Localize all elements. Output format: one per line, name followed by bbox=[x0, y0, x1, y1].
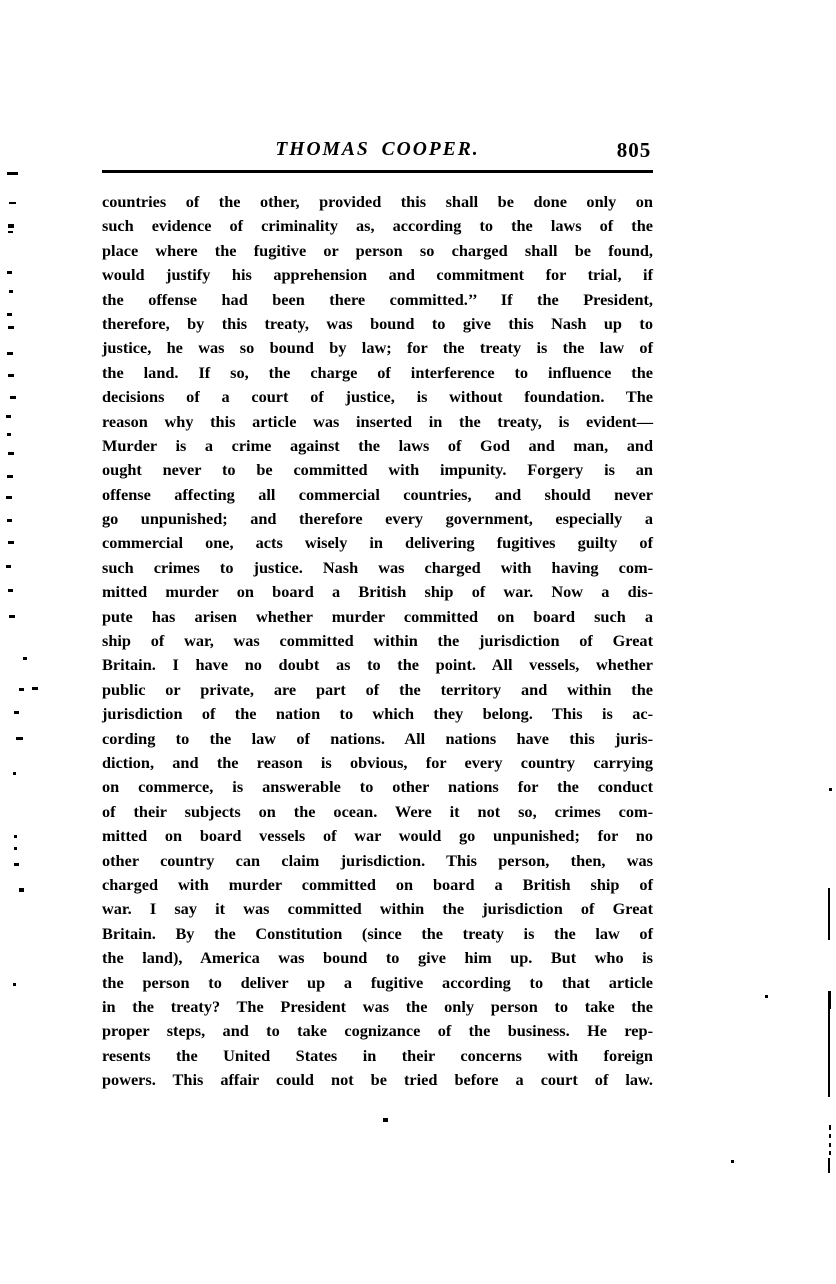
scan-speck bbox=[6, 565, 11, 568]
text-line: proper steps, and to take cognizance of the business. He rep- bbox=[102, 1021, 653, 1041]
text-line: therefore, by this treaty, was bound to give this Nash up to bbox=[102, 313, 653, 333]
text-line: offense affecting all commercial countries, and should never bbox=[102, 484, 653, 504]
scan-speck bbox=[6, 496, 12, 499]
scan-edge-mark bbox=[828, 991, 831, 1009]
text-line: in the treaty? The President was the only person to take the bbox=[102, 996, 653, 1016]
scan-speck bbox=[32, 687, 38, 690]
text-line: would justify his apprehension and commitment for trial, if bbox=[102, 265, 653, 285]
scan-speck bbox=[19, 888, 24, 892]
scan-speck bbox=[14, 847, 17, 850]
scan-speck bbox=[19, 688, 24, 691]
scan-edge-mark bbox=[829, 1143, 831, 1147]
scan-edge-mark bbox=[829, 1125, 831, 1130]
scan-speck bbox=[13, 772, 16, 775]
text-line: mitted murder on board a British ship of war. Now a dis- bbox=[102, 582, 653, 602]
text-line: such evidence of criminality as, according to the laws of the bbox=[102, 216, 653, 236]
scan-speck bbox=[8, 452, 14, 455]
scan-edge-mark bbox=[828, 888, 830, 940]
text-line: Britain. By the Constitution (since the treaty is the law of bbox=[102, 923, 653, 943]
text-line: reason why this article was inserted in the treaty, is evident— bbox=[102, 411, 653, 431]
scan-speck bbox=[8, 231, 13, 233]
scan-speck bbox=[16, 737, 23, 740]
scan-edge-mark bbox=[828, 1008, 830, 1097]
scan-speck bbox=[23, 657, 27, 660]
text-line: other country can claim jurisdiction. This person, then, was bbox=[102, 850, 653, 870]
page-number: 805 bbox=[616, 138, 652, 162]
scan-speck bbox=[7, 433, 11, 436]
scan-speck bbox=[731, 1160, 734, 1163]
scan-speck bbox=[10, 396, 16, 399]
text-line: ought never to be committed with impunity. Forgery is an bbox=[102, 460, 653, 480]
scan-speck bbox=[9, 290, 13, 293]
scan-speck bbox=[9, 615, 15, 618]
text-line: cording to the law of nations. All nations have this juris- bbox=[102, 728, 653, 748]
text-line: mitted on board vessels of war would go unpunished; for no bbox=[102, 826, 653, 846]
text-line: countries of the other, provided this shall be done only on bbox=[102, 192, 653, 211]
running-title: THOMAS COOPER. bbox=[275, 139, 480, 160]
text-line: diction, and the reason is obvious, for every country carrying bbox=[102, 752, 653, 772]
scan-speck bbox=[14, 711, 19, 714]
text-line: powers. This affair could not be tried before a court of law. bbox=[102, 1070, 653, 1090]
text-line: the land. If so, the charge of interference to influence the bbox=[102, 362, 653, 382]
text-line: jurisdiction of the nation to which they belong. This is ac- bbox=[102, 704, 653, 724]
scan-speck bbox=[8, 374, 14, 377]
scan-speck bbox=[8, 589, 13, 592]
text-line: the land), America was bound to give him up. But who is bbox=[102, 948, 653, 968]
scan-speck bbox=[383, 1118, 388, 1122]
text-line: Murder is a crime against the laws of God and man, and bbox=[102, 435, 653, 455]
scan-speck bbox=[8, 224, 14, 228]
header-rule bbox=[102, 170, 653, 173]
scan-edge-mark bbox=[829, 788, 832, 791]
scan-speck bbox=[13, 983, 16, 986]
text-line: ship of war, was committed within the jurisdiction of Great bbox=[102, 631, 653, 651]
body-text bbox=[102, 190, 653, 1092]
text-line: the person to deliver up a fugitive according to that article bbox=[102, 972, 653, 992]
scan-edge-mark bbox=[829, 1134, 831, 1138]
scan-speck bbox=[14, 863, 19, 866]
text-line: pute has arisen whether murder committed on board such a bbox=[102, 606, 653, 626]
scan-speck bbox=[14, 835, 17, 838]
scan-speck bbox=[7, 313, 12, 316]
scan-speck bbox=[7, 352, 13, 355]
scan-speck bbox=[8, 326, 14, 329]
scan-speck bbox=[7, 519, 12, 522]
scan-speck bbox=[7, 172, 18, 175]
scan-speck bbox=[8, 541, 14, 544]
text-line: place where the fugitive or person so charged shall be found, bbox=[102, 240, 653, 260]
scan-edge-mark bbox=[828, 1158, 830, 1173]
text-line: decisions of a court of justice, is without foundation. The bbox=[102, 387, 653, 407]
text-line: resents the United States in their concerns with foreign bbox=[102, 1045, 653, 1065]
text-line: such crimes to justice. Nash was charged with having com- bbox=[102, 557, 653, 577]
text-line: public or private, are part of the territory and within the bbox=[102, 679, 653, 699]
scan-speck bbox=[7, 271, 12, 274]
scan-edge-mark bbox=[829, 1151, 831, 1155]
text-line: charged with murder committed on board a British ship of bbox=[102, 874, 653, 894]
scan-speck bbox=[9, 202, 16, 204]
text-line: war. I say it was committed within the jurisdiction of Great bbox=[102, 899, 653, 919]
scan-speck bbox=[6, 415, 11, 418]
text-line: justice, he was so bound by law; for the treaty is the law of bbox=[102, 338, 653, 358]
text-line: go unpunished; and therefore every government, especially a bbox=[102, 509, 653, 529]
scan-speck bbox=[7, 475, 13, 478]
text-line: the offense had been there committed.’’ If the President, bbox=[102, 289, 653, 309]
text-line: commercial one, acts wisely in delivering fugitives guilty of bbox=[102, 533, 653, 553]
text-line: of their subjects on the ocean. Were it not so, crimes com- bbox=[102, 801, 653, 821]
text-line: on commerce, is answerable to other nations for the conduct bbox=[102, 777, 653, 797]
scan-speck bbox=[765, 995, 768, 998]
text-line: Britain. I have no doubt as to the point. All vessels, whether bbox=[102, 655, 653, 675]
